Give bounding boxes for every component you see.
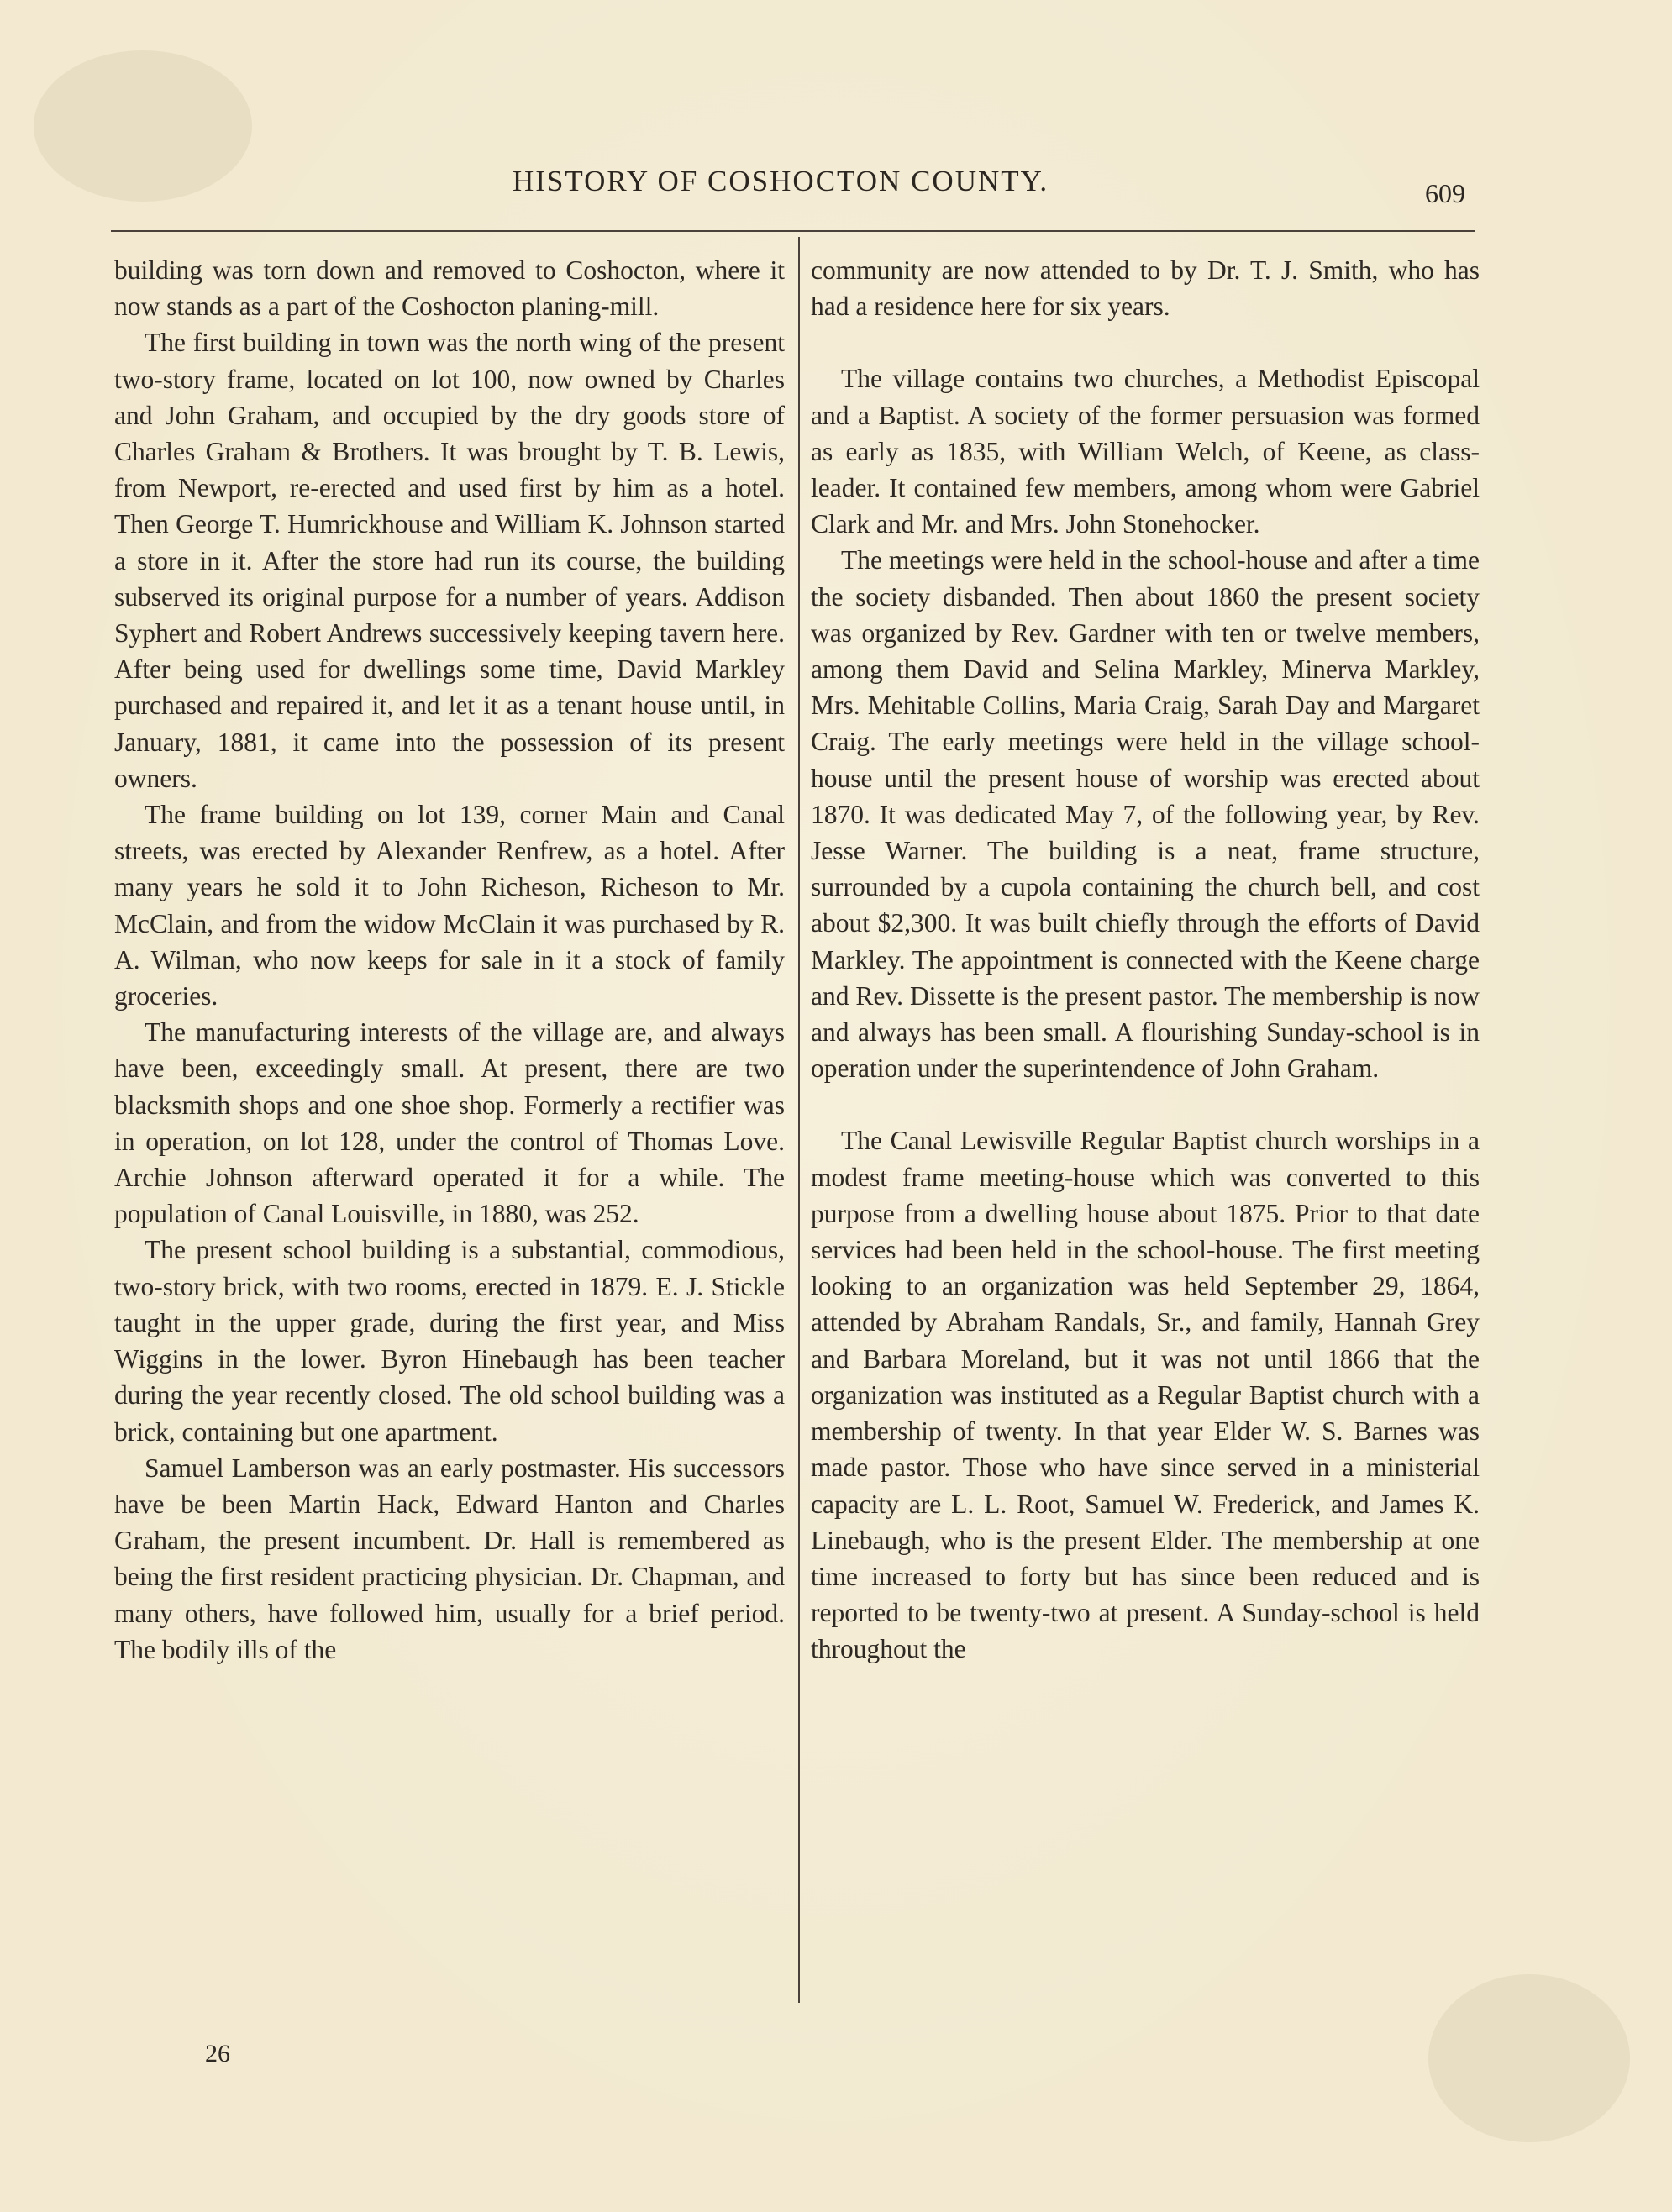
left-column	[114, 252, 785, 1668]
column-divider	[798, 237, 800, 2003]
paragraph: building was torn down and removed to Coshocton, where it now stands as a part of the Coshocton planing-mill.	[114, 255, 785, 322]
paragraph: The manufacturing interests of the village are, and always have been, exceedingly small. At present, there are two blacksmith shops and one shoe shop. Formerly a rectifier was in operation, on lot 128, under the control of Thomas Love. Archie Johnson afterward operated it for a while. The population of Canal Louisville, in 1880, was 252.	[114, 1017, 785, 1229]
running-head	[0, 165, 1672, 215]
paragraph: The frame building on lot 139, corner Main and Canal streets, was erected by Alexander Renfrew, as a hotel. After many years he sold it to John Richeson, Richeson to Mr. McClain, and from the widow McClain it was purchased by R. A. Wilman, who now keeps for sale in it a stock of family groceries.	[114, 800, 785, 1011]
right-column	[811, 252, 1480, 1668]
running-title: HISTORY OF COSHOCTON COUNTY.	[513, 165, 1049, 197]
page-number: 609	[1425, 178, 1465, 208]
paper-stain	[1428, 1974, 1630, 2142]
paragraph: The meetings were held in the school-house and after a time the society disbanded. Then about 1860 the present society was organized by Rev. Gardner with ten or twelve members, among them David and Selina Markley, Minerva Markley, Mrs. Mehitable Collins, Maria Craig, Sarah Day and Margaret Craig. The early meetings were held in the village school-house until the present house of worship was erected about 1870. It was dedicated May 7, of the following year, by Rev. Jesse Warner. The building is a neat, frame structure, surrounded by a cupola containing the church bell, and cost about $2,300. It was built chiefly through the efforts of David Markley. The appointment is connected with the Keene charge and Rev. Dissette is the present pastor. The membership is now and always has been small. A flourishing Sunday-school is in operation under the superintendence of John Graham.	[811, 545, 1480, 1084]
paragraph: The village contains two churches, a Methodist Episcopal and a Baptist. A society of the former persuasion was formed as early as 1835, with William Welch, of Keene, as class-leader. It contained few members, among whom were Gabriel Clark and Mr. and Mrs. John Stonehocker.	[811, 364, 1480, 539]
signature-mark: 26	[205, 2040, 230, 2068]
paragraph: Samuel Lamberson was an early postmaster. His successors have be been Martin Hack, Edward Hanton and Charles Graham, the present incumbent. Dr. Hall is remembered as being the first resident practicing physician. Dr. Chapman, and many others, have followed him, usually for a brief period. The bodily ills of the	[114, 1453, 785, 1664]
paragraph: The first building in town was the north wing of the present two-story frame, located on lot 100, now owned by Charles and John Graham, and occupied by the dry goods store of Charles Graham & Brothers. It was brought by T. B. Lewis, from Newport, re-erected and used first by him as a hotel. Then George T. Humrickhouse and William K. Johnson started a store in it. After the store had run its course, the building subserved its original purpose for a number of years. Addison Syphert and Robert Andrews successively keeping tavern here. After being used for dwellings some time, David Markley purchased and repaired it, and let it as a tenant house until, in January, 1881, it came into the possession of its present owners.	[114, 328, 785, 793]
paragraph: The Canal Lewisville Regular Baptist church worships in a modest frame meeting-house which was converted to this purpose from a dwelling house about 1875. Prior to that date services had been held in the school-house. The first meeting looking to an organization was held September 29, 1864, attended by Abraham Randals, Sr., and family, Hannah Grey and Barbara Moreland, but it was not until 1866 that the organization was instituted as a Regular Baptist church with a membership of twenty. In that year Elder W. S. Barnes was made pastor. Those who have since served in a ministerial capacity are L. L. Root, Samuel W. Frederick, and James K. Linebaugh, who is the present Elder. The membership at one time increased to forty but has since been reduced and is reported to be twenty-two at present. A Sunday-school is held throughout the	[811, 1126, 1480, 1664]
header-rule	[111, 230, 1475, 232]
paragraph: community are now attended to by Dr. T. J. Smith, who has had a residence here for six years.	[811, 255, 1480, 322]
paragraph: The present school building is a substantial, commodious, two-story brick, with two rooms, erected in 1879. E. J. Stickle taught in the upper grade, during the first year, and Miss Wiggins in the lower. Byron Hinebaugh has been teacher during the year recently closed. The old school building was a brick, containing but one apartment.	[114, 1235, 785, 1447]
